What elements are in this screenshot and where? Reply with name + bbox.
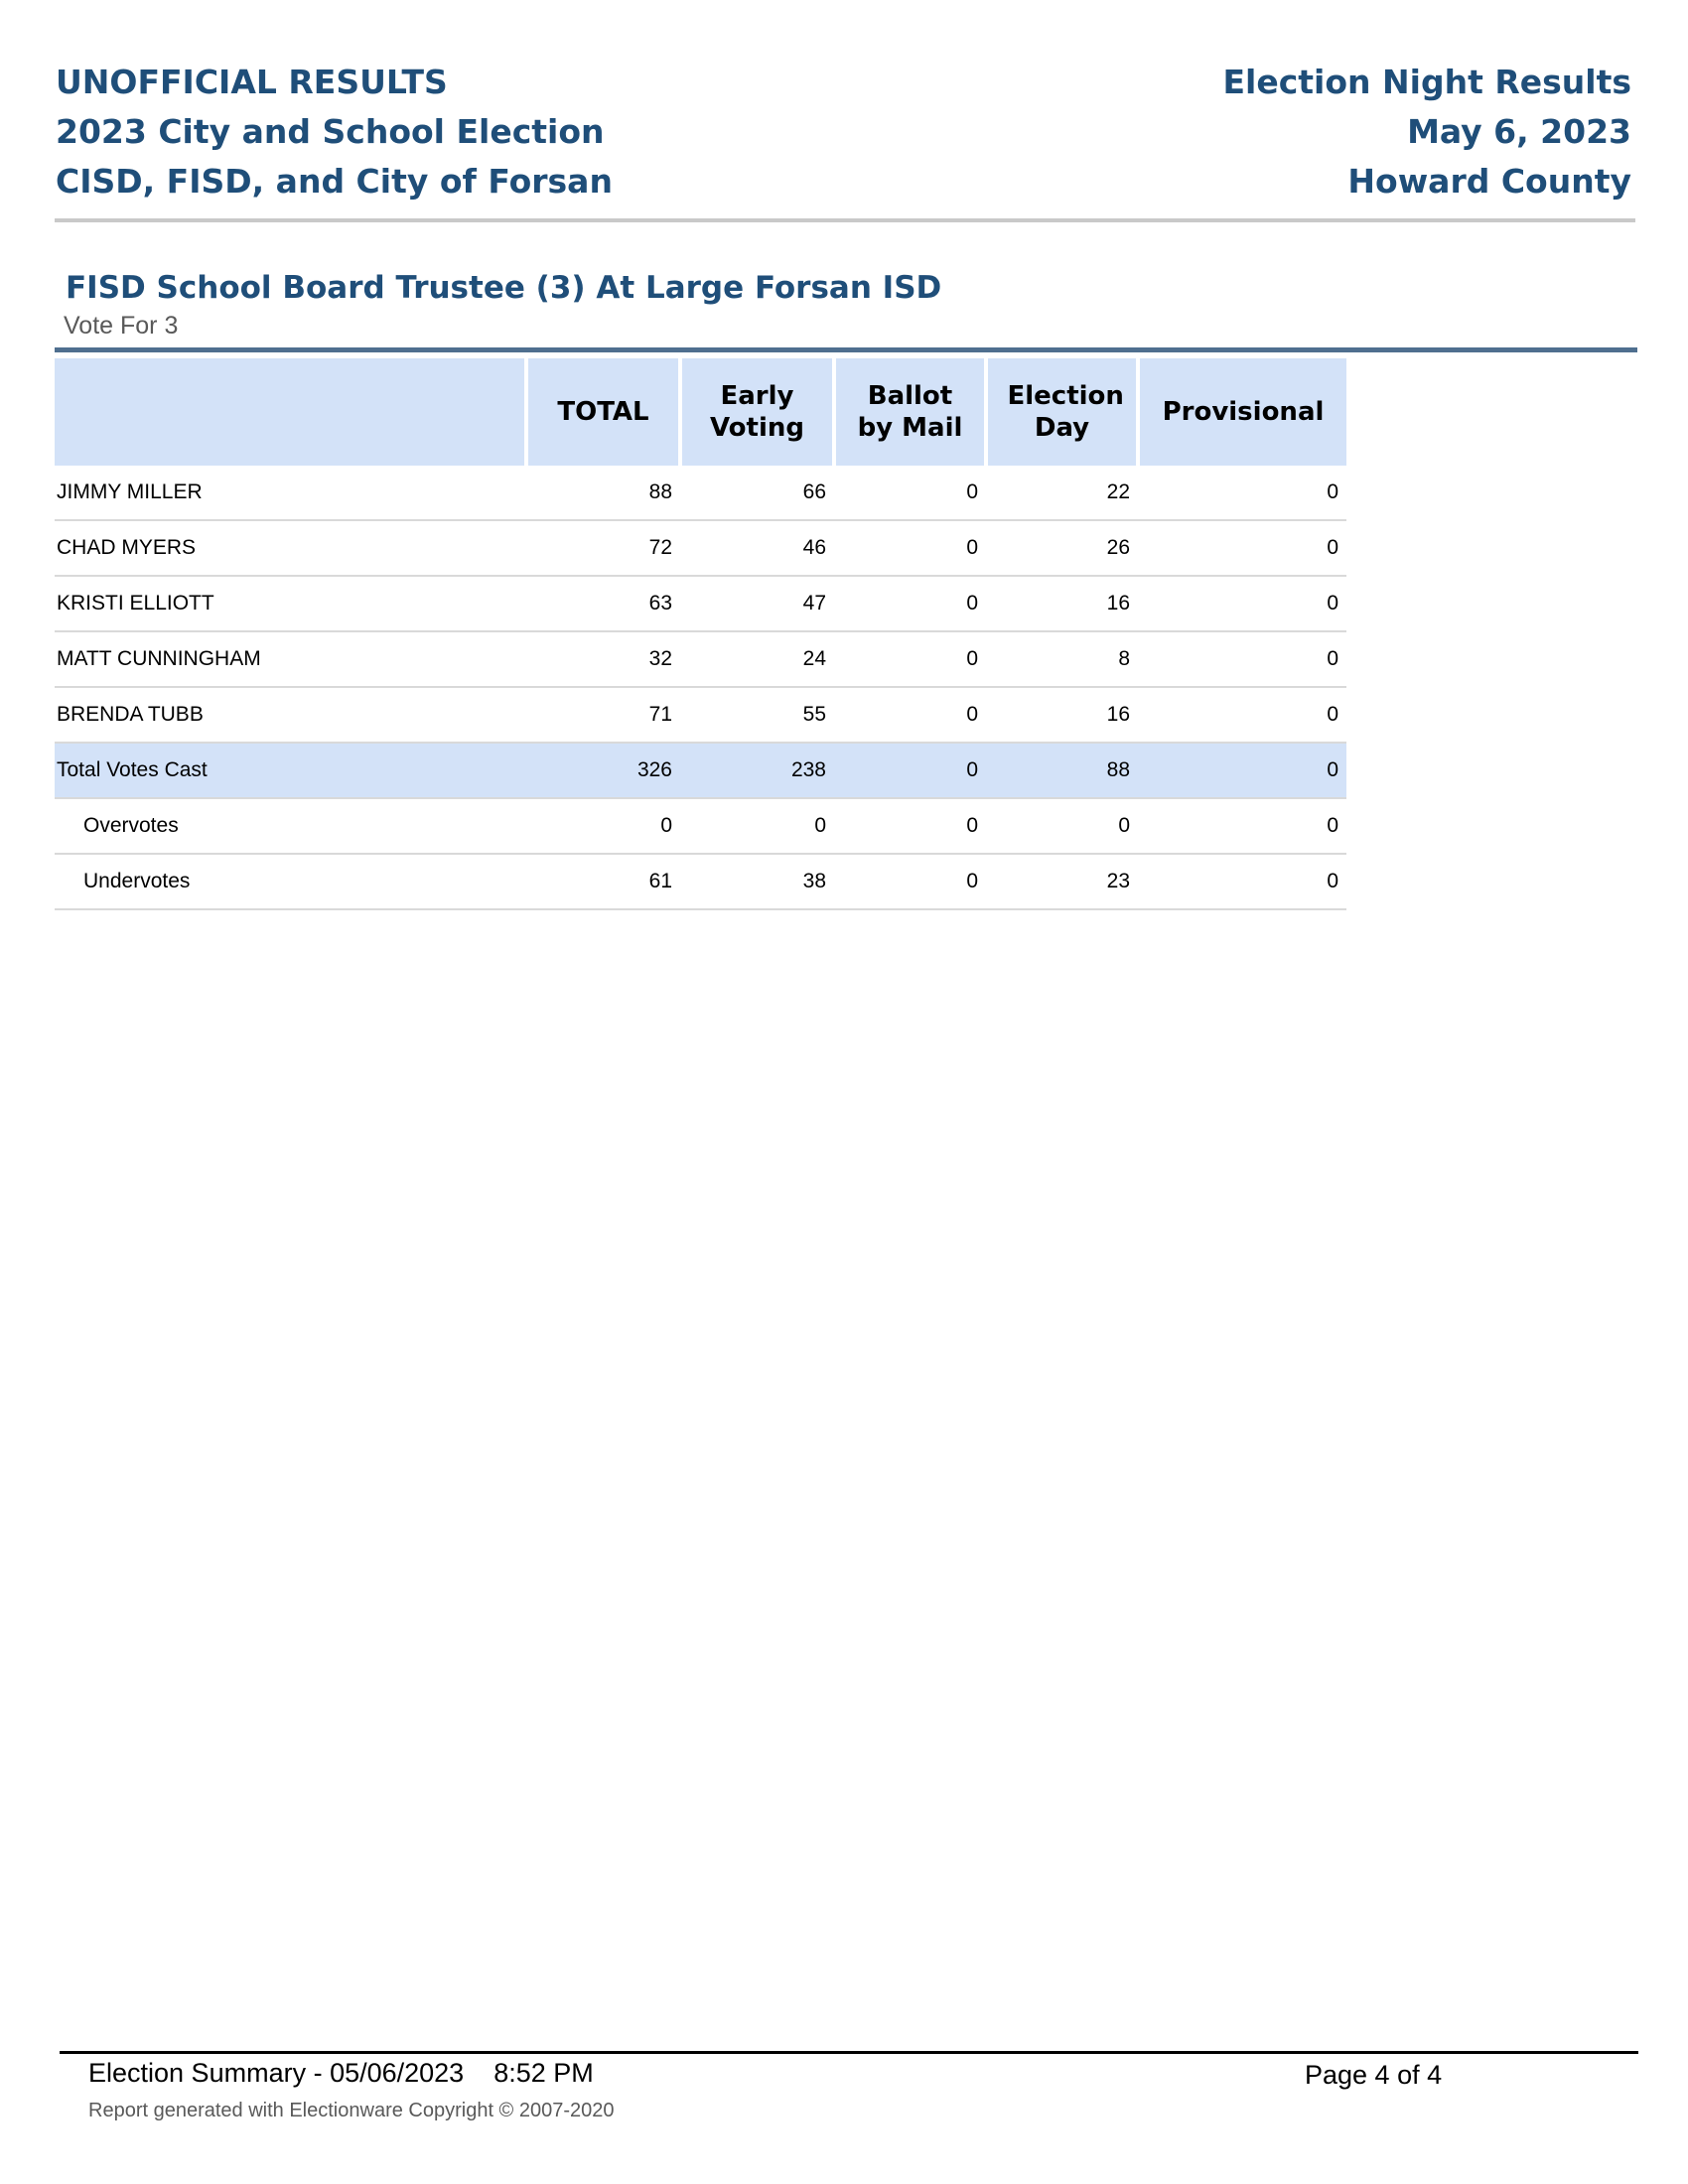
header-right (1222, 58, 1631, 206)
table-header-row (55, 358, 1346, 466)
column-header-early-voting: Early Voting (680, 358, 834, 466)
row-label: KRISTI ELLIOTT (55, 576, 526, 631)
vote-count-cell: 0 (834, 466, 986, 520)
vote-count-cell: 0 (834, 687, 986, 743)
vote-count-cell: 0 (834, 798, 986, 854)
vote-count-cell: 0 (1138, 466, 1346, 520)
report-status: UNOFFICIAL RESULTS (56, 63, 448, 101)
ballot-by-mail-label: Ballot by Mail (857, 381, 963, 443)
vote-count-cell: 0 (834, 854, 986, 909)
vote-count-cell: 0 (526, 798, 680, 854)
vote-for-label: Vote For 3 (64, 312, 179, 340)
row-label: Overvotes (55, 798, 526, 854)
vote-count-cell: 238 (680, 743, 834, 798)
undervotes-row (55, 854, 1346, 909)
row-label: CHAD MYERS (55, 520, 526, 576)
candidate-row (55, 576, 1346, 631)
footer-copyright: Report generated with Electionware Copyright © 2007-2020 (88, 2100, 615, 2121)
vote-count-cell: 0 (834, 743, 986, 798)
vote-count-cell: 88 (986, 743, 1138, 798)
vote-count-cell: 23 (986, 854, 1138, 909)
footer-summary: Election Summary - 05/06/2023 8:52 PM (88, 2058, 594, 2088)
row-label: BRENDA TUBB (55, 687, 526, 743)
candidate-row (55, 520, 1346, 576)
vote-count-cell: 0 (834, 631, 986, 687)
vote-count-cell: 47 (680, 576, 834, 631)
election-day-label: Election Day (1007, 381, 1124, 443)
vote-count-cell: 32 (526, 631, 680, 687)
results-type: Election Night Results (1222, 63, 1631, 101)
row-label: MATT CUNNINGHAM (55, 631, 526, 687)
column-header-provisional: Provisional (1138, 358, 1346, 466)
row-label: JIMMY MILLER (55, 466, 526, 520)
vote-count-cell: 66 (680, 466, 834, 520)
race-divider (55, 347, 1637, 352)
vote-count-cell: 38 (680, 854, 834, 909)
header-left (56, 58, 613, 206)
page-number: Page 4 of 4 (1305, 2060, 1443, 2090)
footer-divider (60, 2051, 1638, 2054)
vote-count-cell: 0 (1138, 854, 1346, 909)
candidate-row (55, 631, 1346, 687)
vote-count-cell: 0 (680, 798, 834, 854)
vote-count-cell: 24 (680, 631, 834, 687)
column-header-election-day (986, 358, 1138, 466)
row-label: Undervotes (55, 854, 526, 909)
candidate-row (55, 466, 1346, 520)
vote-count-cell: 46 (680, 520, 834, 576)
race-title: FISD School Board Trustee (3) At Large Forsan ISD (66, 270, 942, 306)
vote-count-cell: 0 (1138, 798, 1346, 854)
total-votes-row (55, 743, 1346, 798)
vote-count-cell: 22 (986, 466, 1138, 520)
vote-count-cell: 0 (1138, 631, 1346, 687)
vote-count-cell: 0 (986, 798, 1138, 854)
results-table (55, 358, 1346, 910)
vote-count-cell: 8 (986, 631, 1138, 687)
vote-count-cell: 16 (986, 576, 1138, 631)
election-date: May 6, 2023 (1407, 112, 1631, 151)
vote-count-cell: 61 (526, 854, 680, 909)
vote-count-cell: 63 (526, 576, 680, 631)
column-header-total: TOTAL (526, 358, 680, 466)
vote-count-cell: 0 (834, 520, 986, 576)
overvotes-row (55, 798, 1346, 854)
election-name: 2023 City and School Election (56, 112, 605, 151)
results-body (55, 466, 1346, 909)
vote-count-cell: 55 (680, 687, 834, 743)
vote-count-cell: 88 (526, 466, 680, 520)
vote-count-cell: 0 (834, 576, 986, 631)
column-header-candidate (55, 358, 526, 466)
vote-count-cell: 326 (526, 743, 680, 798)
vote-count-cell: 0 (1138, 576, 1346, 631)
vote-count-cell: 0 (1138, 743, 1346, 798)
header-divider (55, 218, 1635, 222)
vote-count-cell: 26 (986, 520, 1138, 576)
vote-count-cell: 71 (526, 687, 680, 743)
county-name: Howard County (1347, 162, 1631, 201)
election-jurisdictions: CISD, FISD, and City of Forsan (56, 162, 613, 201)
candidate-row (55, 687, 1346, 743)
vote-count-cell: 16 (986, 687, 1138, 743)
vote-count-cell: 0 (1138, 520, 1346, 576)
row-label: Total Votes Cast (55, 743, 526, 798)
vote-count-cell: 72 (526, 520, 680, 576)
vote-count-cell: 0 (1138, 687, 1346, 743)
column-header-ballot-by-mail (834, 358, 986, 466)
